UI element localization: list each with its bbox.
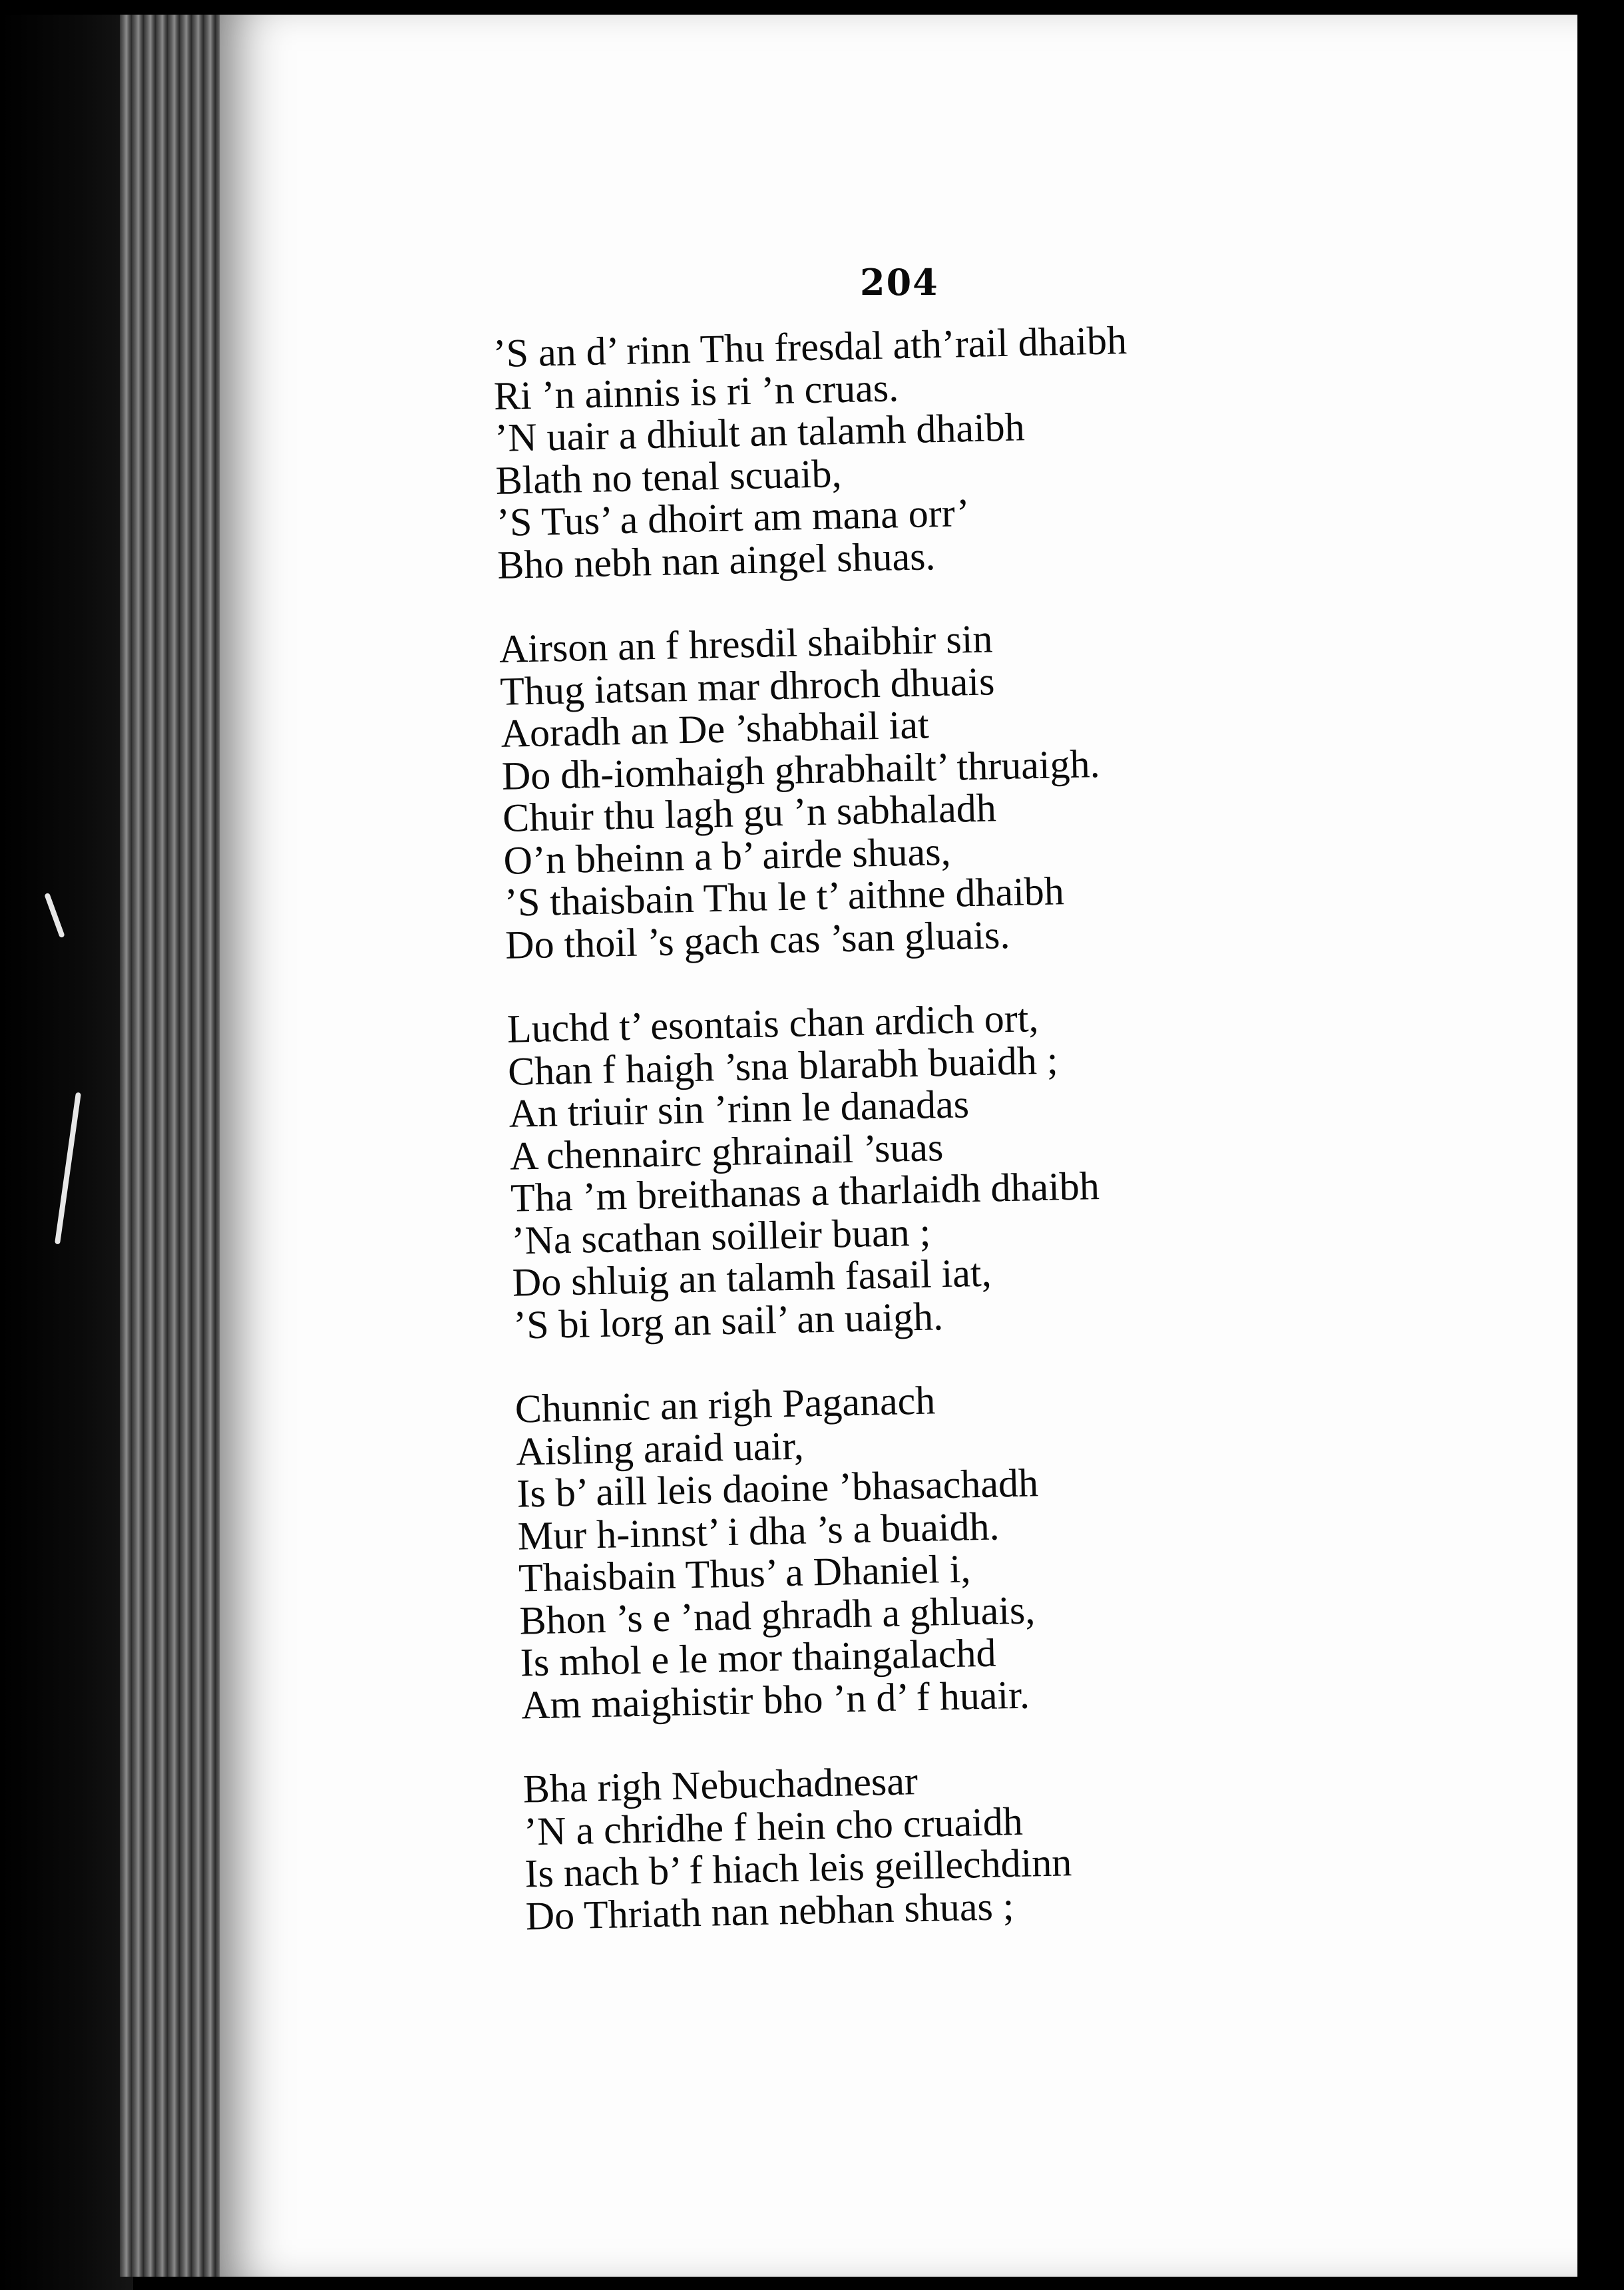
poem-line: ’N a chridhe f hein cho cruaidh — [523, 1799, 1024, 1853]
poem-line: Do thoil ’s gach cas ’san gluais. — [505, 912, 1010, 967]
poem-line: Thaisbain Thus’ a Dhaniel i, — [518, 1546, 972, 1600]
poem-line: Thug iatsan mar dhroch dhuais — [499, 658, 995, 714]
poem-line: Bha righ Nebuchadnesar — [522, 1759, 918, 1811]
poem-line: Airson an f hresdil shaibhir sin — [499, 616, 994, 671]
poem-line: Do dh-iomhaigh ghrabhailt’ thruaigh. — [501, 741, 1101, 798]
poem-line: ’S thaisbain Thu le t’ aithne dhaibh — [504, 869, 1065, 925]
poem-line: Do Thriath nan nebhan shuas ; — [525, 1883, 1015, 1938]
stanza — [499, 610, 1357, 967]
poem-line: Is mhol e le mor thaingalachd — [520, 1630, 997, 1685]
stanza — [514, 1371, 1373, 1727]
poem-line: Tha ’m breithanas a tharlaidh dhaibh — [510, 1164, 1100, 1220]
poem-line: An triuir sin ’rinn le danadas — [508, 1082, 970, 1136]
poem-line: ’S an d’ rinn Thu fresdal ath’rail dhaibh — [492, 318, 1127, 375]
binding-gutter — [0, 0, 133, 2290]
poem-line: A chennairc ghrainail ’suas — [509, 1124, 944, 1178]
poem-line: Chunnic an righ Paganach — [514, 1378, 936, 1431]
poem-line: Luchd t’ esontais chan ardich ort, — [507, 996, 1040, 1051]
stanza — [507, 991, 1365, 1347]
poem-line: Bhon ’s e ’nad ghradh a ghluais, — [518, 1587, 1036, 1643]
poem-line: Chan f haigh ’sna blarabh buaidh ; — [507, 1037, 1059, 1094]
poem-line: Is b’ aill leis daoine ’bhasachadh — [516, 1461, 1039, 1516]
right-border — [1577, 0, 1624, 2290]
poem-line: Aisling araid uair, — [515, 1423, 805, 1474]
stanza — [493, 315, 1350, 586]
page-number: 204 — [860, 261, 939, 304]
poem-line: Ri ’n ainnis is ri ’n cruas. — [493, 365, 899, 418]
poem-line: ’N uair a dhiult an talamh dhaibh — [494, 405, 1026, 460]
poem-line: Chuir thu lagh gu ’n sabhaladh — [502, 786, 997, 840]
poem-line: Blath no tenal scuaib, — [495, 451, 843, 503]
top-border — [0, 0, 1624, 15]
poem-line: ’S bi lorg an sail’ an uaigh. — [512, 1293, 944, 1347]
poem-line: Do shluig an talamh fasail iat, — [512, 1250, 992, 1305]
poem-line: ’Na scathan soilleir buan ; — [510, 1210, 931, 1263]
poem-line: Is nach b’ f hiach leis geillechdinn — [524, 1840, 1072, 1896]
stanza — [522, 1751, 1378, 1938]
poem-line: Bho nebh nan aingel shuas. — [497, 533, 936, 587]
poem-text — [493, 315, 1379, 1979]
poem-line: Am maighistir bho ’n d’ f huair. — [520, 1672, 1030, 1727]
poem-line: Aoradh an De ’shabhail iat — [500, 702, 930, 756]
poem-line: ’S Tus’ a dhoirt am mana orr’ — [496, 491, 970, 545]
poem-line: Mur h-innst’ i dha ’s a buaidh. — [517, 1503, 1000, 1558]
poem-line: O’n bheinn a b’ airde shuas, — [503, 829, 952, 883]
